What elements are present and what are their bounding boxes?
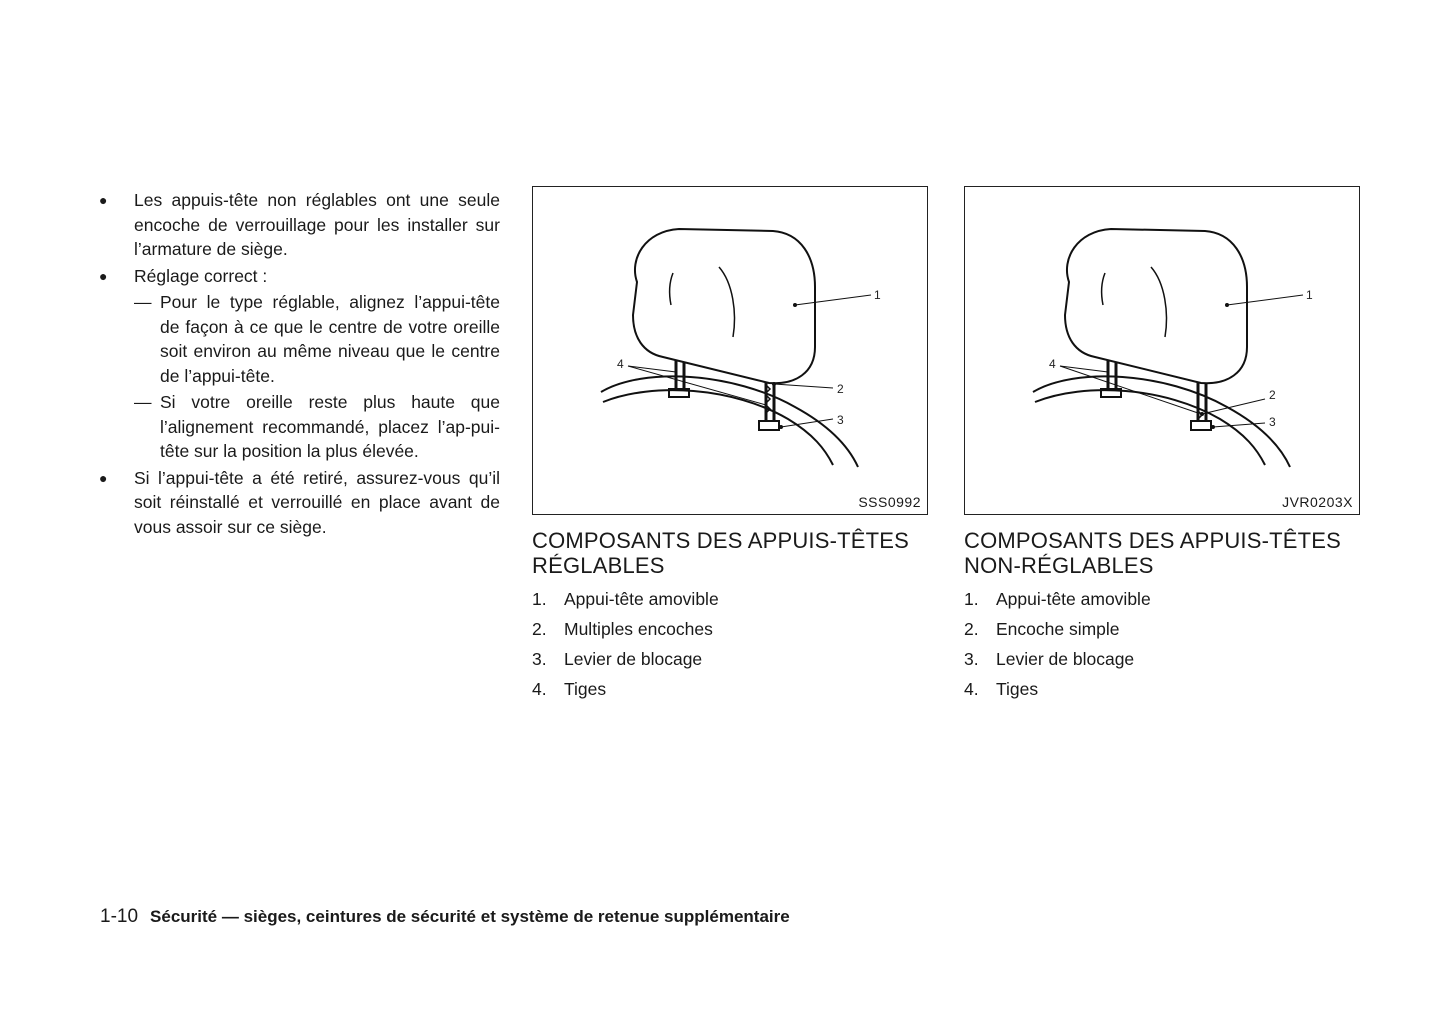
list-item bbox=[964, 674, 1364, 704]
item-label: Encoche simple bbox=[996, 619, 1120, 639]
bullet-icon: ● bbox=[99, 192, 108, 208]
list-item bbox=[532, 584, 932, 614]
item-label: Levier de blocage bbox=[564, 649, 703, 669]
item-number: 1. bbox=[964, 589, 979, 609]
callout-label: 2 bbox=[837, 382, 844, 396]
item-number: 4. bbox=[532, 679, 547, 699]
bullet-text: Les appuis-tête non réglables ont une seule encoche de verrouillage pour les installer sur l’armature de siège. bbox=[134, 190, 500, 259]
item-number: 2. bbox=[964, 619, 979, 639]
item-number: 4. bbox=[964, 679, 979, 699]
page-footer bbox=[100, 906, 790, 928]
callout-label: 1 bbox=[1306, 288, 1313, 302]
component-list bbox=[964, 584, 1364, 704]
dash-text: Pour le type réglable, alignez l’appui-tête de façon à ce que le centre de votre oreille soit environ au même niveau que le centre de l’appui-tête. bbox=[160, 292, 500, 386]
bullet-item bbox=[96, 466, 500, 540]
list-item bbox=[532, 674, 932, 704]
bullet-icon: ● bbox=[99, 267, 108, 284]
caption-title: COMPOSANTS DES APPUIS-TÊTES RÉGLABLES bbox=[532, 528, 910, 578]
callout-label: 1 bbox=[874, 288, 881, 302]
callout-label: 4 bbox=[617, 357, 624, 371]
list-item bbox=[964, 644, 1364, 674]
bullet-item bbox=[96, 188, 500, 262]
page-number: 1-10 bbox=[100, 906, 139, 927]
headrest-non-adjustable-illustration bbox=[965, 187, 1361, 516]
bullet-item bbox=[96, 264, 500, 289]
item-label: Tiges bbox=[996, 679, 1039, 699]
dash-icon: — bbox=[134, 392, 152, 412]
list-item bbox=[964, 584, 1364, 614]
item-number: 2. bbox=[532, 619, 547, 639]
item-label: Tiges bbox=[564, 679, 607, 699]
item-label: Multiples encoches bbox=[564, 619, 713, 639]
figure-code: JVR0203X bbox=[1282, 494, 1353, 510]
dash-text: Si votre oreille reste plus haute que l’alignement recommandé, placez l’ap-pui-tête sur la position la plus élevée. bbox=[160, 392, 500, 461]
item-number: 3. bbox=[532, 649, 547, 669]
item-number: 3. bbox=[964, 649, 979, 669]
dash-item bbox=[96, 290, 500, 388]
item-label: Levier de blocage bbox=[996, 649, 1135, 669]
caption-non-adjustable bbox=[964, 528, 1364, 704]
dash-icon: — bbox=[134, 292, 152, 312]
callout-label: 3 bbox=[1269, 415, 1276, 429]
list-item bbox=[532, 644, 932, 674]
list-item bbox=[532, 614, 932, 644]
caption-adjustable bbox=[532, 528, 932, 704]
instructions-column bbox=[96, 188, 500, 541]
component-list bbox=[532, 584, 932, 704]
list-item bbox=[964, 614, 1364, 644]
headrest-adjustable-illustration bbox=[533, 187, 929, 516]
footer-title: Sécurité — sièges, ceintures de sécurité et système de retenue supplémentaire bbox=[150, 907, 790, 926]
dash-item bbox=[96, 390, 500, 464]
item-label: Appui-tête amovible bbox=[564, 589, 719, 609]
figure-code: SSS0992 bbox=[858, 494, 921, 510]
callout-label: 4 bbox=[1049, 357, 1056, 371]
bullet-text: Réglage correct : bbox=[134, 265, 268, 286]
item-label: Appui-tête amovible bbox=[996, 589, 1151, 609]
item-number: 1. bbox=[532, 589, 547, 609]
caption-title: COMPOSANTS DES APPUIS-TÊTES NON-RÉGLABLES bbox=[964, 528, 1342, 578]
bullet-icon: ● bbox=[99, 469, 108, 486]
callout-label: 2 bbox=[1269, 388, 1276, 402]
bullet-text: Si l’appui-tête a été retiré, assurez-vous qu’il soit réinstallé et verrouillé en place avant de vous assoir sur ce siège. bbox=[134, 467, 500, 537]
figure-non-adjustable-headrest bbox=[964, 186, 1360, 515]
figure-adjustable-headrest bbox=[532, 186, 928, 515]
callout-label: 3 bbox=[837, 413, 844, 427]
